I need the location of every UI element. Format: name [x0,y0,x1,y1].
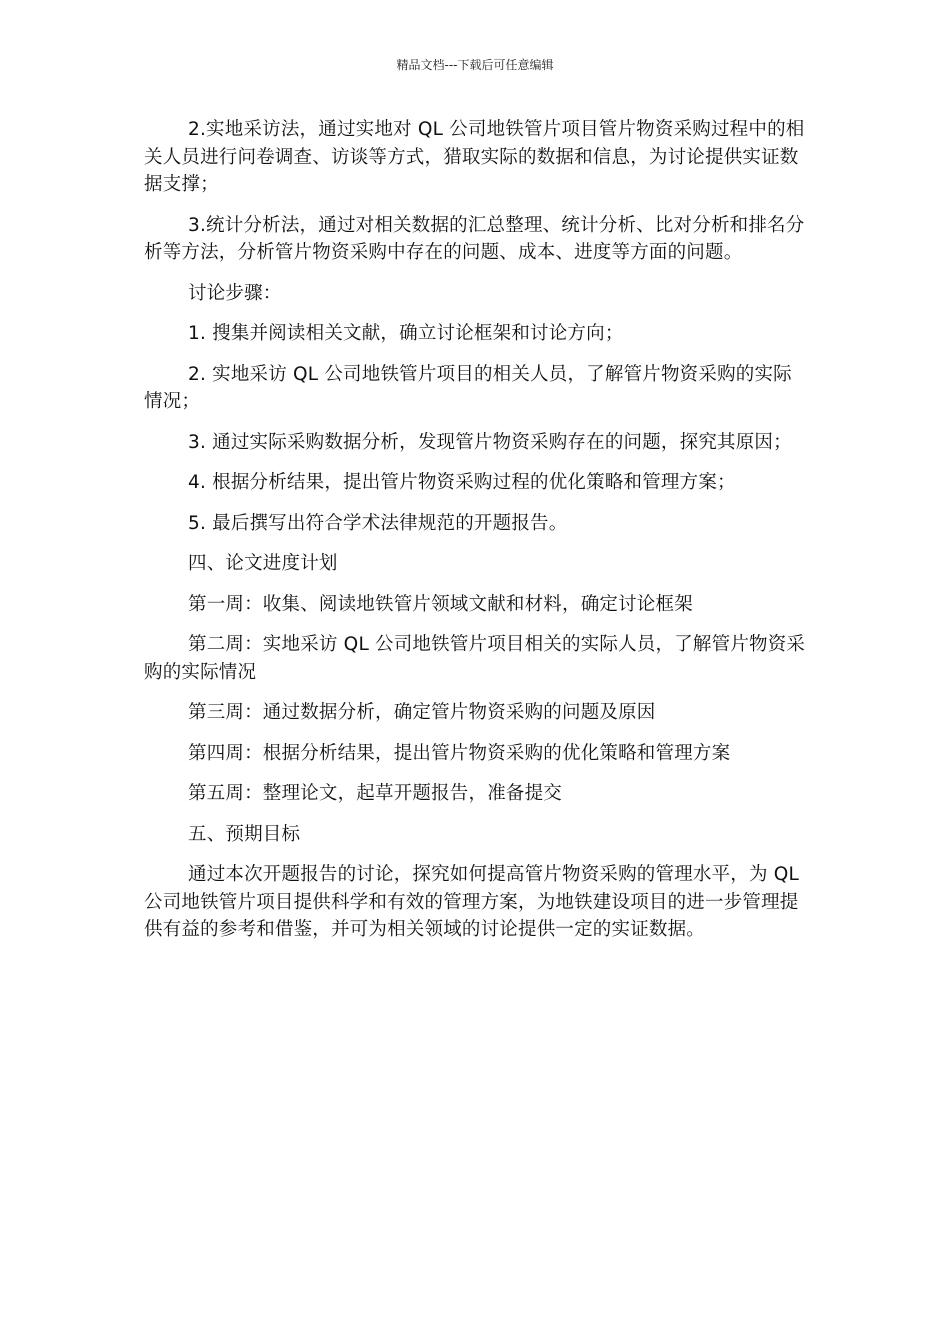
paragraph-step-1: 1. 搜集并阅读相关文献，确立讨论框架和讨论方向； [188,323,624,344]
paragraph-step-4: 4. 根据分析结果，提出管片物资采购过程的优化策略和管理方案； [188,472,736,493]
paragraph-week-4: 第四周：根据分析结果，提出管片物资采购的优化策略和管理方案 [188,742,731,764]
paragraph-week-3: 第三周：通过数据分析，确定管片物资采购的问题及原因 [188,702,656,723]
paragraph-week-1: 第一周：收集、阅读地铁管片领域文献和材料，确定讨论框架 [188,593,693,615]
paragraph-week-2: 第二周：实地采访 QL 公司地铁管片项目相关的实际人员，了解管片物资采购的实际情况 [144,634,806,683]
paragraph-step-2: 2. 实地采访 QL 公司地铁管片项目的相关人员，了解管片物资采购的实际情况； [144,363,792,412]
section-heading-goals: 五、预期目标 [188,823,301,845]
paragraph-steps-heading: 讨论步骤： [188,282,282,304]
paragraph-step-5: 5. 最后撰写出符合学术法律规范的开题报告。 [188,512,568,534]
paragraph-week-5: 第五周：整理论文，起草开题报告，准备提交 [188,783,563,804]
paragraph-step-3: 3. 通过实际采购数据分析，发现管片物资采购存在的问题，探究其原因； [188,431,792,453]
paragraph-goals: 通过本次开题报告的讨论，探究如何提高管片物资采购的管理水平，为 QL 公司地铁管片项目提供科学和有效的管理方案，为地铁建设项目的进一步管理提供有益的参考和借鉴，并可为相关领域的讨论提供一定的实证数据。 [144,864,800,940]
paragraph-method-statistics: 3.统计分析法，通过对相关数据的汇总整理、统计分析、比对分析和排名分析等方法，分析管片物资采购中存在的问题、成本、进度等方面的问题。 [144,214,805,263]
page-header: 精品文档---下载后可任意编辑 [396,58,554,72]
document-body [144,116,808,957]
section-heading-schedule: 四、论文进度计划 [188,553,338,574]
paragraph-method-field-interview: 2.实地采访法，通过实地对 QL 公司地铁管片项目管片物资采购过程中的相关人员进行问卷调查、访谈等方式，猎取实际的数据和信息，为讨论提供实证数据支撑； [144,119,805,195]
